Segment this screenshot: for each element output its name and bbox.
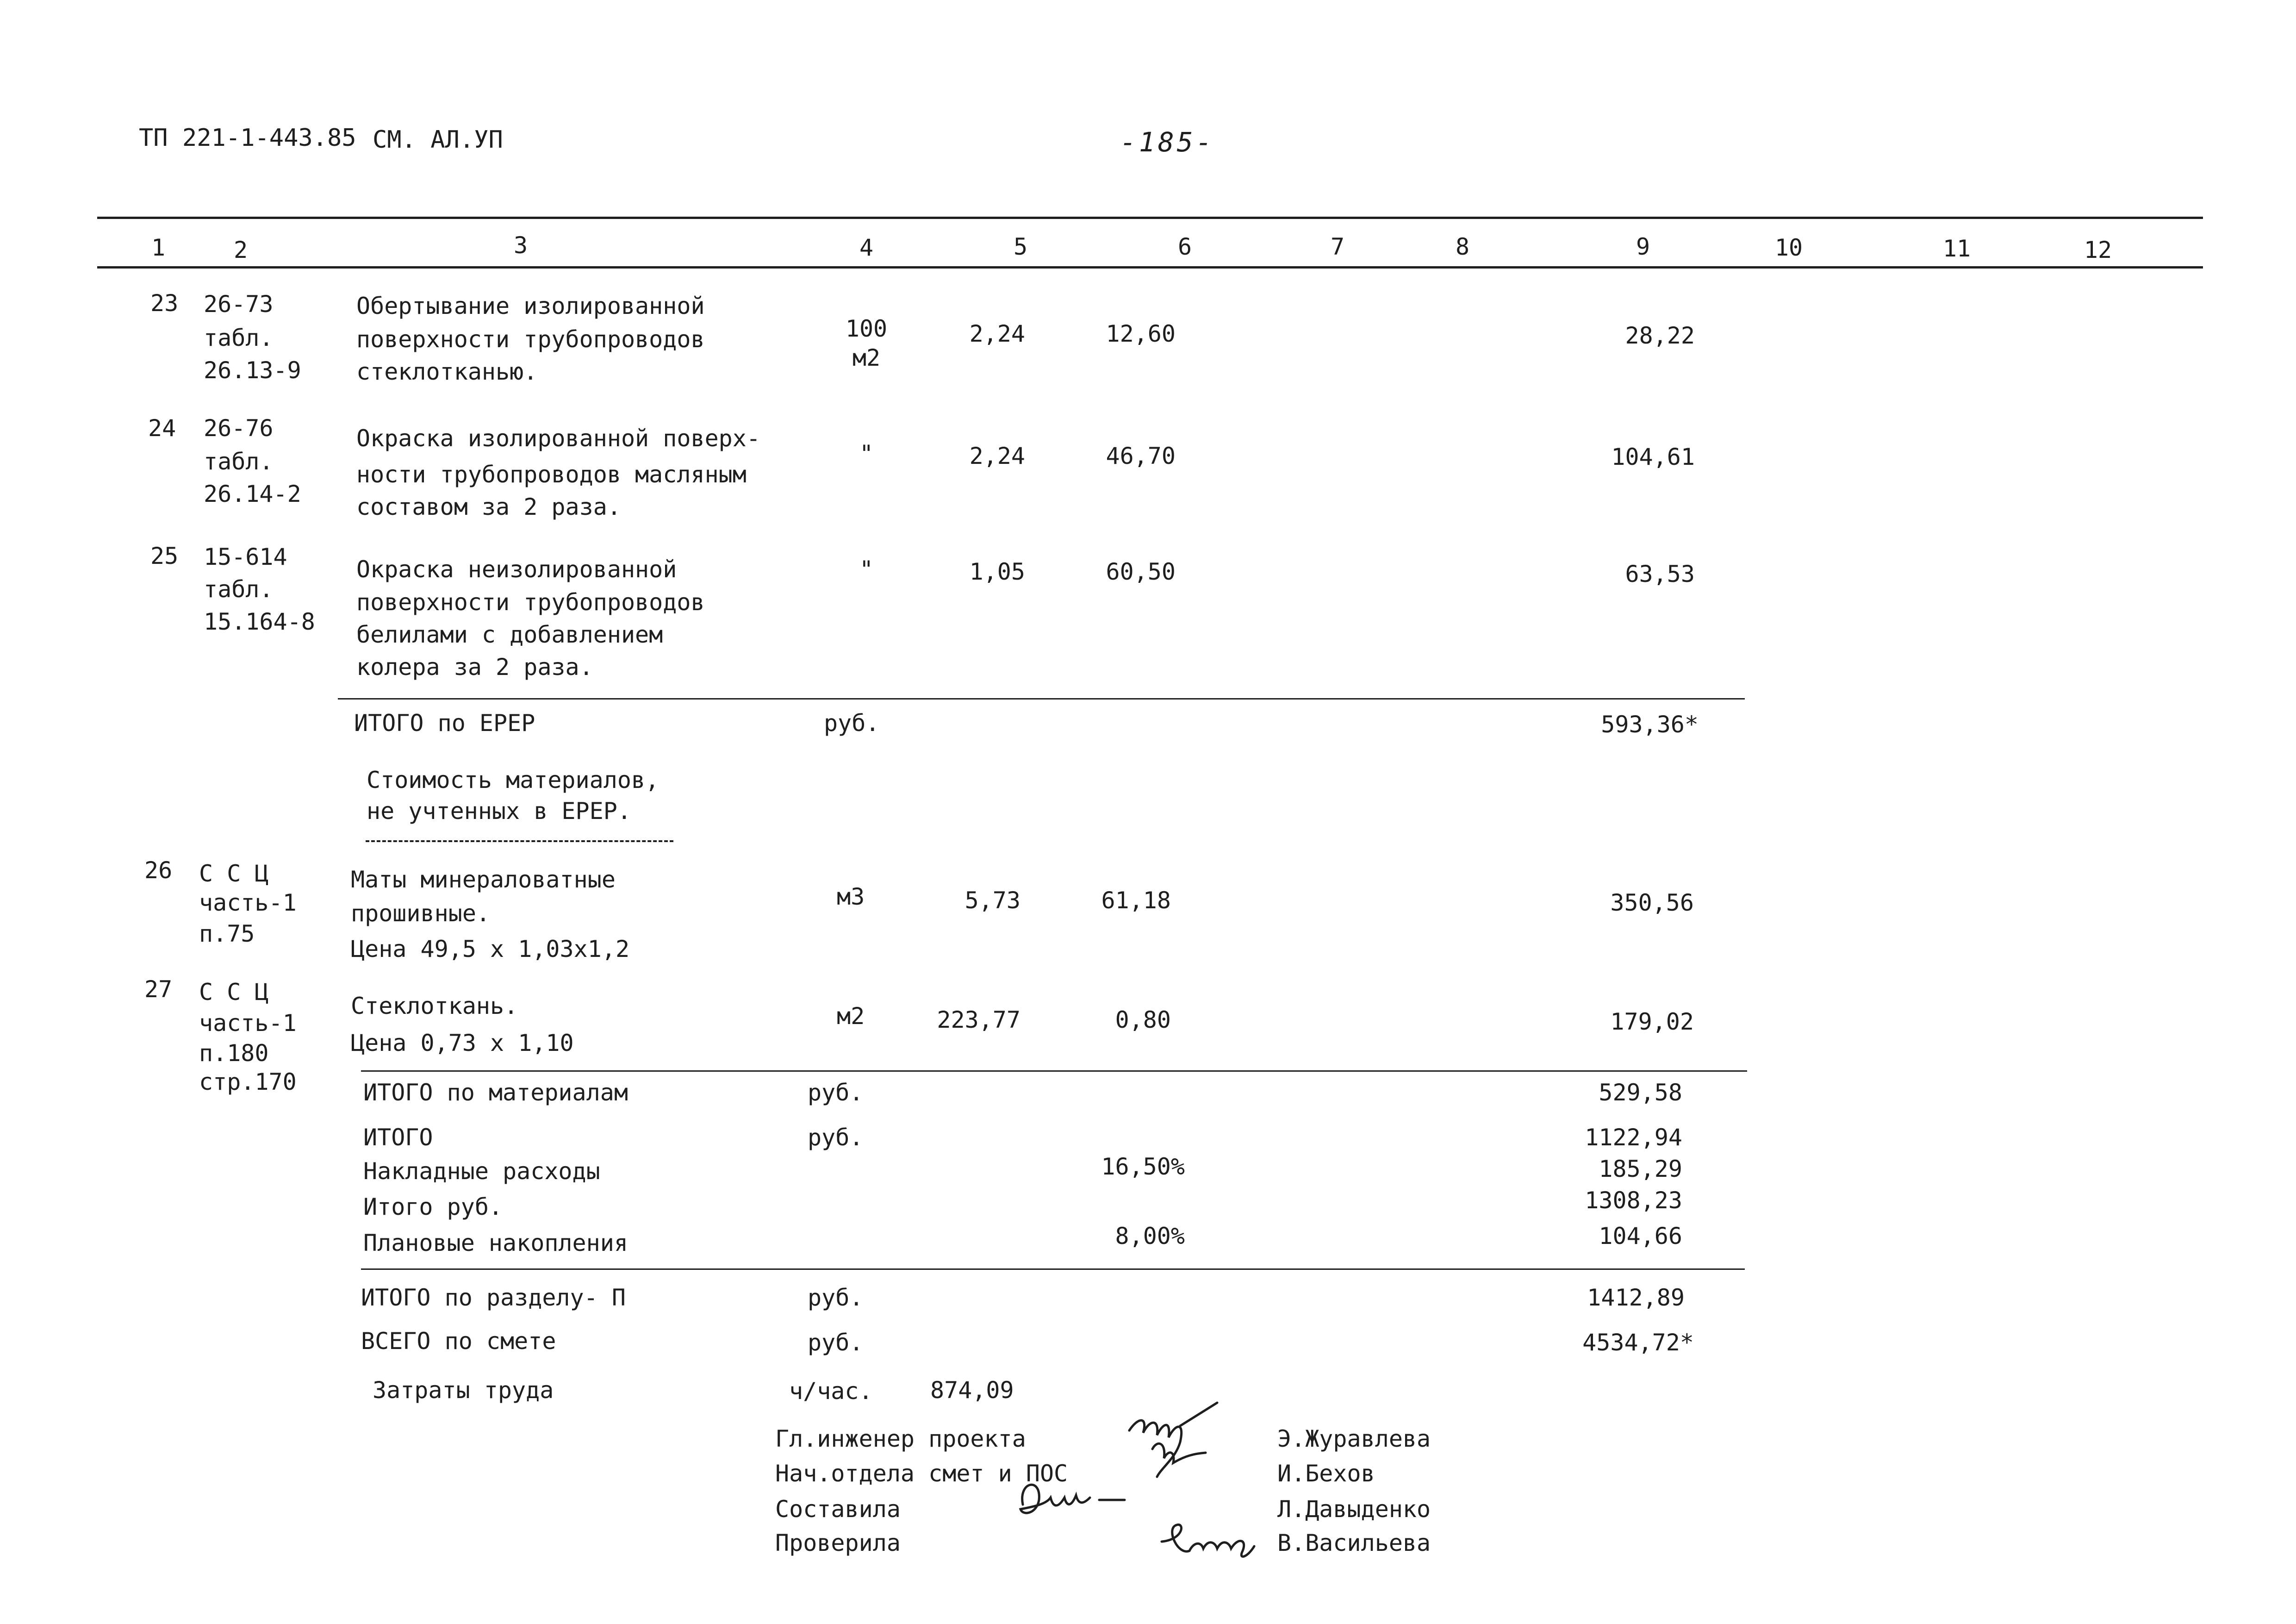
- quantity: 5,73: [964, 887, 1020, 914]
- rate-code: табл.: [204, 576, 274, 603]
- subtotal-label: ИТОГО по ЕРЕР: [354, 710, 535, 737]
- table-header-rule: [97, 266, 2203, 269]
- row-number: 25: [150, 543, 179, 569]
- unit: м3: [837, 883, 865, 910]
- rate-code: п.75: [199, 920, 255, 947]
- quantity: 1,05: [969, 558, 1025, 585]
- unit-price: 12,60: [1106, 320, 1176, 347]
- summary-value: 1122,94: [1585, 1124, 1682, 1151]
- materials-total-rule: [361, 1070, 1747, 1072]
- total-cost: 179,02: [1610, 1008, 1694, 1035]
- quantity: 2,24: [969, 320, 1025, 347]
- work-description: Обертывание изолированной: [356, 293, 705, 319]
- column-number: 6: [1177, 233, 1192, 260]
- grand-total-label: ВСЕГО по смете: [361, 1328, 556, 1355]
- summary-rate: 16,50%: [1101, 1153, 1185, 1180]
- quantity: 223,77: [937, 1006, 1020, 1033]
- rate-code: часть-1: [199, 1010, 297, 1037]
- total-cost: 104,61: [1611, 443, 1695, 470]
- work-description: ности трубопроводов масляным: [356, 461, 747, 488]
- row-number: 23: [150, 290, 179, 317]
- summary-label: ИТОГО: [363, 1124, 433, 1151]
- summary-label: Плановые накопления: [363, 1230, 628, 1256]
- unit: м2: [837, 1003, 865, 1030]
- row-number: 24: [148, 415, 176, 442]
- signatory-name: И.Бехов: [1277, 1460, 1375, 1487]
- rate-code: часть-1: [199, 889, 297, 916]
- work-description: составом за 2 раза.: [356, 493, 621, 520]
- section-total-label: ИТОГО по разделу- П: [361, 1284, 626, 1311]
- unit-price: 60,50: [1106, 558, 1176, 585]
- summary-unit: руб.: [808, 1079, 864, 1106]
- row-number: 26: [144, 857, 173, 884]
- material-description: Цена 49,5 х 1,03х1,2: [351, 936, 630, 962]
- section-total-value: 1412,89: [1587, 1284, 1685, 1311]
- total-cost: 350,56: [1610, 889, 1694, 916]
- grand-total-unit: руб.: [808, 1329, 864, 1356]
- table-top-rule: [97, 217, 2203, 219]
- rate-code: 26.14-2: [204, 481, 301, 507]
- unit: м2: [852, 344, 881, 371]
- column-number: 12: [2084, 237, 2112, 263]
- material-description: Стеклоткань.: [351, 993, 518, 1019]
- summary-label: Накладные расходы: [363, 1158, 600, 1185]
- section-total-unit: руб.: [808, 1284, 864, 1311]
- unit: 100: [845, 315, 888, 342]
- unit-price: 46,70: [1106, 443, 1176, 469]
- summary-label: Итого руб.: [363, 1193, 503, 1220]
- grand-total-value: 4534,72*: [1582, 1329, 1694, 1356]
- total-cost: 63,53: [1625, 561, 1695, 587]
- materials-heading: не учтенных в ЕРЕР.: [367, 798, 631, 824]
- material-description: Цена 0,73 х 1,10: [351, 1030, 574, 1056]
- labor-label: Затраты труда: [373, 1377, 554, 1404]
- subtotal-value: 593,36*: [1601, 711, 1699, 738]
- column-number: 10: [1774, 234, 1803, 261]
- rate-code: 26-76: [204, 415, 274, 442]
- row-number: 27: [144, 976, 173, 1003]
- signatory-name: Э.Журавлева: [1277, 1425, 1431, 1452]
- section-total-rule: [361, 1268, 1745, 1270]
- work-description: поверхности трубопроводов: [356, 326, 705, 353]
- signature-chief-engineer: [1125, 1398, 1277, 1481]
- signatory-role: Гл.инженер проекта: [775, 1425, 1026, 1452]
- summary-value: 185,29: [1599, 1156, 1682, 1182]
- labor-value: 874,09: [930, 1377, 1014, 1404]
- rate-code: С С Ц: [199, 979, 269, 1006]
- unit: ": [859, 556, 874, 583]
- rate-code: 15-614: [204, 543, 287, 570]
- rate-code: 15.164-8: [204, 608, 315, 635]
- column-number: 9: [1636, 233, 1650, 260]
- materials-heading-underline: [366, 840, 673, 842]
- signatory-role: Проверила: [775, 1530, 901, 1556]
- unit-price: 61,18: [1101, 887, 1171, 914]
- labor-unit: ч/час.: [789, 1378, 873, 1405]
- signatory-role: Составила: [775, 1496, 901, 1523]
- material-description: Маты минераловатные: [351, 866, 616, 893]
- rate-code: 26-73: [204, 291, 274, 318]
- summary-label: ИТОГО по материалам: [363, 1079, 628, 1106]
- signatory-name: В.Васильева: [1277, 1530, 1431, 1556]
- unit-price: 0,80: [1115, 1006, 1171, 1033]
- column-number: 2: [233, 237, 248, 263]
- work-description: стеклотканью.: [356, 358, 538, 385]
- column-number: 11: [1942, 235, 1971, 262]
- signatory-name: Л.Давыденко: [1277, 1496, 1431, 1523]
- material-description: прошивные.: [351, 900, 491, 927]
- total-cost: 28,22: [1625, 322, 1695, 349]
- column-number: 7: [1330, 233, 1345, 260]
- rate-code: табл.: [204, 448, 274, 475]
- work-description: белилами с добавлением: [356, 621, 663, 648]
- column-number: 8: [1455, 233, 1470, 260]
- work-description: Окраска неизолированной: [356, 556, 677, 583]
- page-number: -185-: [1120, 126, 1215, 158]
- rate-code: табл.: [204, 325, 274, 351]
- album-reference: СМ. АЛ.УП: [373, 126, 503, 154]
- subtotal-rule: [338, 698, 1745, 700]
- signature-compiler: [1014, 1472, 1134, 1523]
- summary-rate: 8,00%: [1115, 1223, 1185, 1249]
- signatory-role: Нач.отдела смет и ПОС: [775, 1460, 1068, 1487]
- column-number: 5: [1013, 233, 1028, 260]
- rate-code: С С Ц: [199, 860, 269, 887]
- subtotal-unit: руб.: [824, 710, 880, 737]
- quantity: 2,24: [969, 443, 1025, 469]
- column-number: 4: [859, 234, 874, 261]
- summary-unit: руб.: [808, 1124, 864, 1151]
- column-number: 1: [151, 234, 166, 261]
- summary-value: 104,66: [1599, 1223, 1682, 1249]
- unit: ": [859, 440, 874, 467]
- summary-value: 529,58: [1599, 1079, 1682, 1106]
- rate-code: п.180: [199, 1040, 269, 1067]
- document-code: ТП 221-1-443.85: [139, 124, 356, 152]
- materials-heading: Стоимость материалов,: [367, 767, 660, 793]
- work-description: Окраска изолированной поверх-: [356, 425, 760, 452]
- summary-value: 1308,23: [1585, 1187, 1682, 1214]
- column-number: 3: [513, 232, 528, 259]
- rate-code: 26.13-9: [204, 357, 301, 384]
- work-description: колера за 2 раза.: [356, 654, 593, 681]
- signature-reviewer: [1157, 1514, 1273, 1560]
- work-description: поверхности трубопроводов: [356, 589, 705, 616]
- rate-code: стр.170: [199, 1068, 297, 1095]
